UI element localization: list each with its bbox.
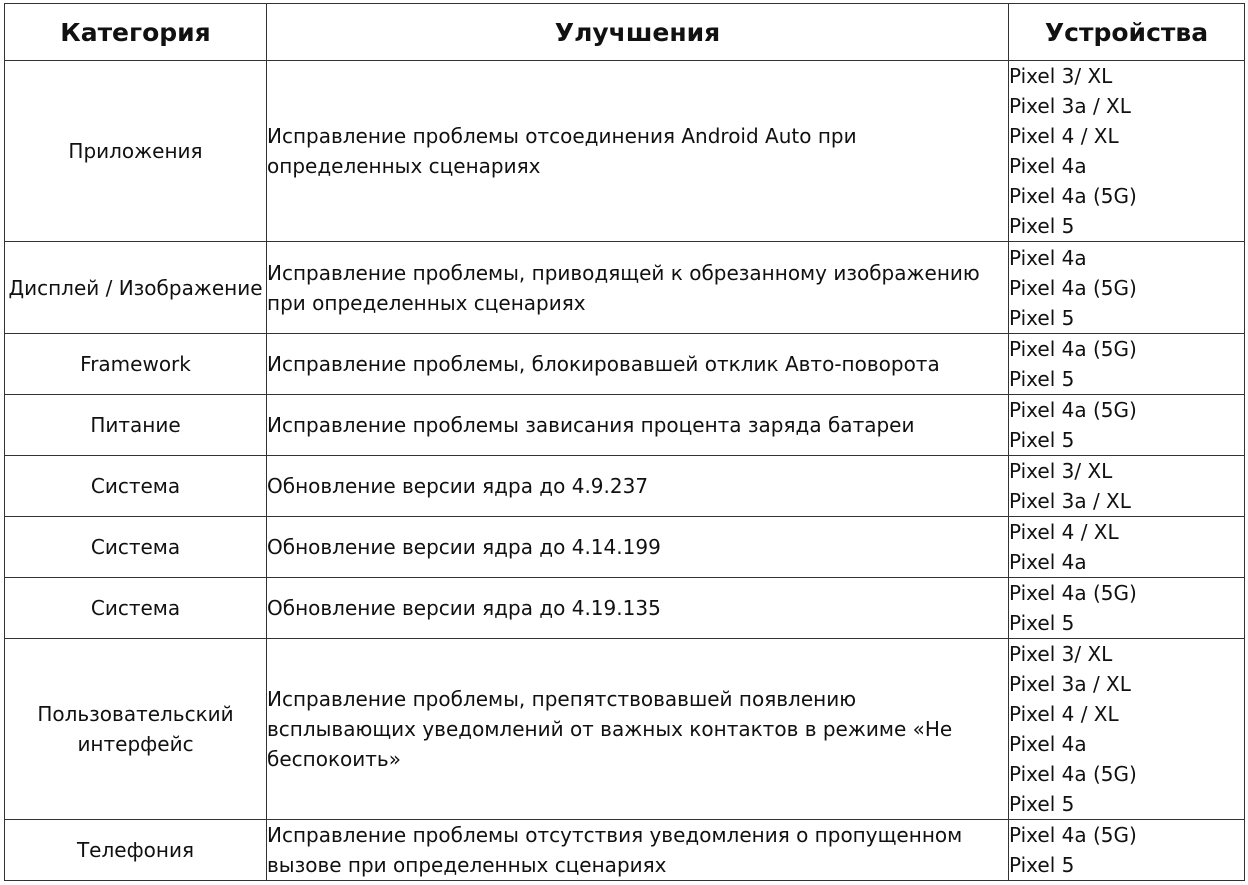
devices-cell bbox=[1009, 517, 1245, 578]
category-cell: Приложения bbox=[5, 61, 267, 242]
device-name: Pixel 3/ XL bbox=[1009, 642, 1113, 666]
category-cell: Питание bbox=[5, 395, 267, 456]
table-row bbox=[5, 456, 1245, 517]
table-row bbox=[5, 578, 1245, 639]
table-row bbox=[5, 242, 1245, 334]
device-name: Pixel 3a / XL bbox=[1009, 94, 1131, 118]
device-name: Pixel 5 bbox=[1009, 214, 1075, 238]
device-name: Pixel 3a / XL bbox=[1009, 489, 1131, 513]
device-name: Pixel 5 bbox=[1009, 367, 1075, 391]
device-name: Pixel 5 bbox=[1009, 792, 1075, 816]
device-name: Pixel 4 / XL bbox=[1009, 702, 1119, 726]
improvement-cell: Исправление проблемы зависания процента заряда батареи bbox=[267, 395, 1009, 456]
category-cell: Framework bbox=[5, 334, 267, 395]
improvement-cell: Исправление проблемы, блокировавшей отклик Авто-поворота bbox=[267, 334, 1009, 395]
device-name: Pixel 5 bbox=[1009, 428, 1075, 452]
device-name: Pixel 4a (5G) bbox=[1009, 337, 1137, 361]
category-cell: Пользовательский интерфейс bbox=[5, 639, 267, 820]
device-name: Pixel 4a bbox=[1009, 732, 1087, 756]
device-name: Pixel 4 / XL bbox=[1009, 520, 1119, 544]
table-row bbox=[5, 334, 1245, 395]
device-name: Pixel 4a (5G) bbox=[1009, 275, 1137, 300]
table-header-row bbox=[5, 4, 1245, 61]
improvement-cell: Исправление проблемы, препятствовавшей появлению всплывающих уведомлений от важных контактов в режиме «Не беспокоить» bbox=[267, 639, 1009, 820]
category-cell: Телефония bbox=[5, 820, 267, 881]
device-name: Pixel 4a (5G) bbox=[1009, 823, 1137, 847]
device-name: Pixel 4a bbox=[1009, 154, 1087, 178]
improvement-cell: Исправление проблемы, приводящей к обрезанному изображению при определенных сценариях bbox=[267, 242, 1009, 334]
header-category: Категория bbox=[5, 4, 267, 61]
improvement-cell: Обновление версии ядра до 4.9.237 bbox=[267, 456, 1009, 517]
table-row bbox=[5, 639, 1245, 820]
category-cell: Система bbox=[5, 578, 267, 639]
devices-cell bbox=[1009, 639, 1245, 820]
improvement-cell: Обновление версии ядра до 4.14.199 bbox=[267, 517, 1009, 578]
devices-cell bbox=[1009, 61, 1245, 242]
changelog-table bbox=[4, 3, 1245, 881]
devices-cell bbox=[1009, 456, 1245, 517]
header-improvements: Улучшения bbox=[267, 4, 1009, 61]
device-name: Pixel 4a bbox=[1009, 245, 1087, 270]
table-row bbox=[5, 395, 1245, 456]
improvement-cell: Обновление версии ядра до 4.19.135 bbox=[267, 578, 1009, 639]
table-row bbox=[5, 820, 1245, 881]
device-name: Pixel 5 bbox=[1009, 305, 1075, 330]
devices-cell bbox=[1009, 820, 1245, 881]
device-name: Pixel 5 bbox=[1009, 853, 1075, 877]
table-body bbox=[5, 61, 1245, 881]
devices-cell bbox=[1009, 395, 1245, 456]
category-cell: Дисплей / Изображение bbox=[5, 242, 267, 334]
device-name: Pixel 4a (5G) bbox=[1009, 184, 1137, 208]
device-name: Pixel 3/ XL bbox=[1009, 64, 1113, 88]
header-devices: Устройства bbox=[1009, 4, 1245, 61]
improvement-cell: Исправление проблемы отсоединения Android Auto при определенных сценариях bbox=[267, 61, 1009, 242]
device-name: Pixel 3/ XL bbox=[1009, 459, 1113, 483]
device-name: Pixel 5 bbox=[1009, 611, 1075, 635]
devices-cell bbox=[1009, 242, 1245, 334]
device-name: Pixel 4a (5G) bbox=[1009, 398, 1137, 422]
table-row bbox=[5, 517, 1245, 578]
category-cell: Система bbox=[5, 456, 267, 517]
improvement-cell: Исправление проблемы отсутствия уведомления о пропущенном вызове при определенных сценариях bbox=[267, 820, 1009, 881]
device-name: Pixel 4a (5G) bbox=[1009, 581, 1137, 605]
devices-cell bbox=[1009, 578, 1245, 639]
devices-cell bbox=[1009, 334, 1245, 395]
table-row bbox=[5, 61, 1245, 242]
category-cell: Система bbox=[5, 517, 267, 578]
device-name: Pixel 4a bbox=[1009, 550, 1087, 574]
device-name: Pixel 3a / XL bbox=[1009, 672, 1131, 696]
device-name: Pixel 4a (5G) bbox=[1009, 762, 1137, 786]
device-name: Pixel 4 / XL bbox=[1009, 124, 1119, 148]
